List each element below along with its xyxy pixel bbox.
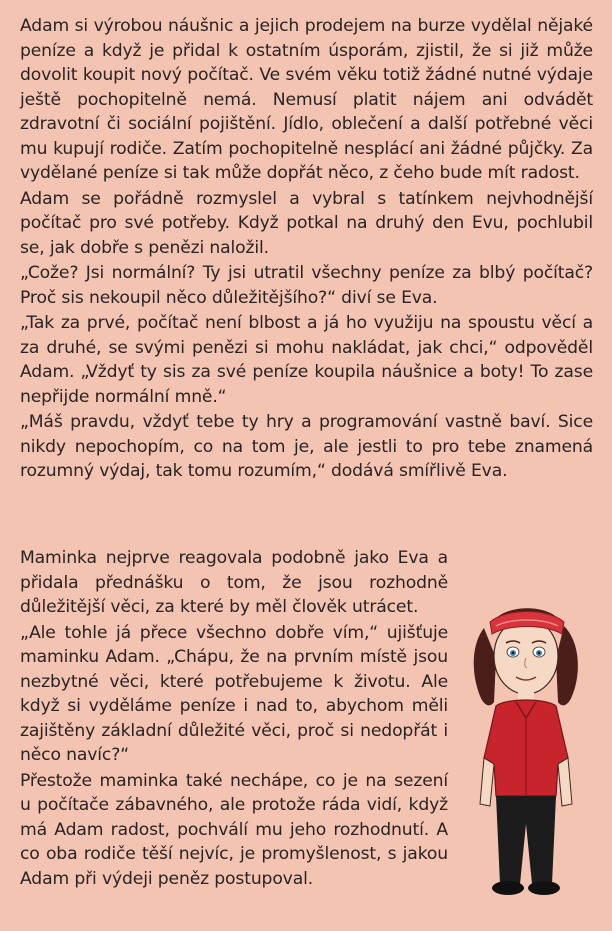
left-arm <box>480 758 494 806</box>
dialogue-paragraph: „Cože? Jsi normální? Ty jsi utratil všechny peníze za blbý počítač? Proč sis nekoupil něco důležitějšího?“ diví se Eva. <box>20 263 593 308</box>
paragraph: Adam se pořádně rozmyslel a vybral s tatínkem nejvhodnější počítač pro své potřeby. Když potkal na druhý den Evu, pochlubil se, jak dobře s penězi naložil. <box>20 188 593 258</box>
right-shoe <box>528 881 560 895</box>
paragraph: Maminka nejprve reagovala podobně jako Eva a přidala přednášku o tom, že jsou rozhodně důležitější věci, za které by měl člověk utrácet. <box>20 548 448 617</box>
boy-character-illustration <box>466 598 586 898</box>
paragraph: Přestože maminka také nechápe, co je na sezení u počítače zábavného, ale protože ráda vidí, když má Adam radost, pochválí mu jeho rozhodnutí. A co oba rodiče těší nejvíc, je promyšlenost, s jakou Adam při výdeji peněz postupoval. <box>20 770 448 889</box>
paragraph: Adam si výrobou náušnic a jejich prodejem na burze vydělal nějaké peníze a když je přidal k ostatním úsporám, zjistil, že si již může dovolit koupit nový počítač. Ve svém věku totiž žádné nutné výdaje ještě pochopitelně nemá. Nemusí platit nájem ani odvádět zdravotní či sociální pojištění. Jídlo, oblečení a další potřebné věci mu kupují rodiče. Zatím pochopitelně nesplácí ani žádné půjčky. Za vydělané peníze si tak může dopřát něco, z čeho bude mít radost. <box>20 16 593 183</box>
left-shoe <box>492 881 524 895</box>
dialogue-paragraph: „Máš pravdu, vždyť tebe ty hry a programování vastně baví. Sice nikdy nepochopím, co na tom je, ale jestli to pro tebe znamená rozumný výdaj, tak tomu rozumím,“ dodává smířlivě Eva. <box>20 412 593 481</box>
dialogue-paragraph: „Tak za prvé, počítač není blbost a já ho využiju na spoustu věcí a za druhé, se svými penězi si mohu nakládat, jak chci,“ odpověděl Adam. „Vždyť ty sis za své peníze koupila náušnice a boty! To zase nepřijde normální mně.“ <box>20 313 593 407</box>
dialogue-paragraph: „Ale tohle já přece všechno dobře vím,“ ujišťuje maminku Adam. „Chápu, že na prvním místě jsou nezbytné věci, které potřebujeme k životu. Ale když si vyděláme peníze i nad to, abychom měli zajištěny základní důležité věci, proč si nedopřát i něco navíc?“ <box>20 622 448 765</box>
hair-right <box>556 626 578 705</box>
story-text-bottom <box>20 546 448 892</box>
boy-figure-drawing <box>466 598 586 898</box>
right-pupil <box>538 652 540 654</box>
right-arm <box>558 758 572 806</box>
left-pupil <box>512 652 514 654</box>
dark-pants <box>496 796 556 884</box>
hair-left <box>474 628 496 705</box>
story-text-top <box>20 14 593 485</box>
